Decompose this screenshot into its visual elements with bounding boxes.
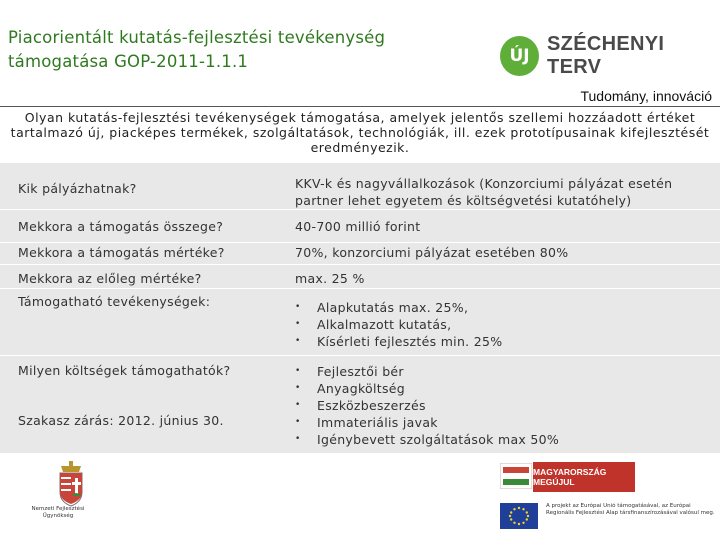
row-value: 70%, konzorciumi pályázat esetében 80% bbox=[295, 245, 569, 260]
row-label: Mekkora a támogatás összege? bbox=[18, 219, 224, 234]
table-row bbox=[0, 242, 720, 265]
list-item: • Fejlesztői bér bbox=[295, 363, 710, 380]
row-value bbox=[295, 299, 710, 350]
row-label: Támogatható tevékenységek: bbox=[18, 294, 211, 309]
table-row bbox=[0, 288, 720, 356]
row-value: 40-700 millió forint bbox=[295, 219, 421, 234]
title-line-2: támogatása GOP-2011-1.1.1 bbox=[8, 52, 249, 71]
eu-flag-icon bbox=[500, 503, 538, 529]
title-line-1: Piacorientált kutatás-fejlesztési tevékenység bbox=[8, 28, 386, 47]
uj-logo-icon: ÚJ bbox=[500, 36, 539, 76]
list-item: • Immateriális javak bbox=[295, 414, 710, 431]
table-row bbox=[0, 264, 720, 289]
table-row bbox=[0, 163, 720, 209]
row-value: max. 25 % bbox=[295, 271, 365, 286]
crest-caption: Nemzeti Fejlesztési Ügynökség bbox=[31, 506, 85, 519]
tagline: Tudomány, innováció bbox=[580, 88, 712, 104]
activities-list bbox=[295, 299, 710, 350]
row-value bbox=[295, 363, 710, 448]
header-divider bbox=[0, 106, 720, 107]
szechenyi-terv-logo bbox=[500, 34, 720, 78]
magyarorszag-megujul-banner: MAGYARORSZÁG MEGÚJUL bbox=[533, 462, 635, 492]
intro-text: Olyan kutatás-fejlesztési tevékenységek támogatása, amelyek jelentős szellemi hozzáadott értéket tartalmazó új, piacképes termékek, szolgáltatások, technológiák, ill. ezek prototípusainak kifejlesztését eredményezik. bbox=[10, 110, 710, 155]
list-item: • Anyagköltség bbox=[295, 380, 710, 397]
hungarian-flag-icon bbox=[500, 463, 532, 489]
list-item: • Alapkutatás max. 25%, bbox=[295, 299, 710, 316]
row-value: KKV-k és nagyvállalkozások (Konzorciumi pályázat esetén partner lehet egyetem és költségvetési kutatóhely) bbox=[295, 176, 673, 208]
list-item: • Kísérleti fejlesztés min. 25% bbox=[295, 333, 710, 350]
costs-list bbox=[295, 363, 710, 448]
info-table bbox=[0, 163, 720, 453]
eu-support-text: A projekt az Európai Unió támogatásával, az Európai Regionális Fejlesztési Alap társfinanszírozásával valósul meg. bbox=[546, 503, 715, 516]
list-item: • Alkalmazott kutatás, bbox=[295, 316, 710, 333]
row-label: Kik pályázhatnak? bbox=[18, 181, 137, 196]
page-title bbox=[8, 26, 478, 74]
table-row bbox=[0, 209, 720, 243]
deadline-text: Szakasz zárás: 2012. június 30. bbox=[18, 413, 224, 428]
table-row bbox=[0, 355, 720, 454]
list-item: • Igénybevett szolgáltatások max 50% bbox=[295, 431, 710, 448]
row-label: Mekkora a támogatás mértéke? bbox=[18, 245, 225, 260]
list-item: • Eszközbeszerzés bbox=[295, 397, 710, 414]
row-label: Mekkora az előleg mértéke? bbox=[18, 271, 202, 286]
logo-text: SZÉCHENYI TERV bbox=[547, 33, 665, 78]
row-label: Milyen költségek támogathatók? bbox=[18, 363, 231, 378]
